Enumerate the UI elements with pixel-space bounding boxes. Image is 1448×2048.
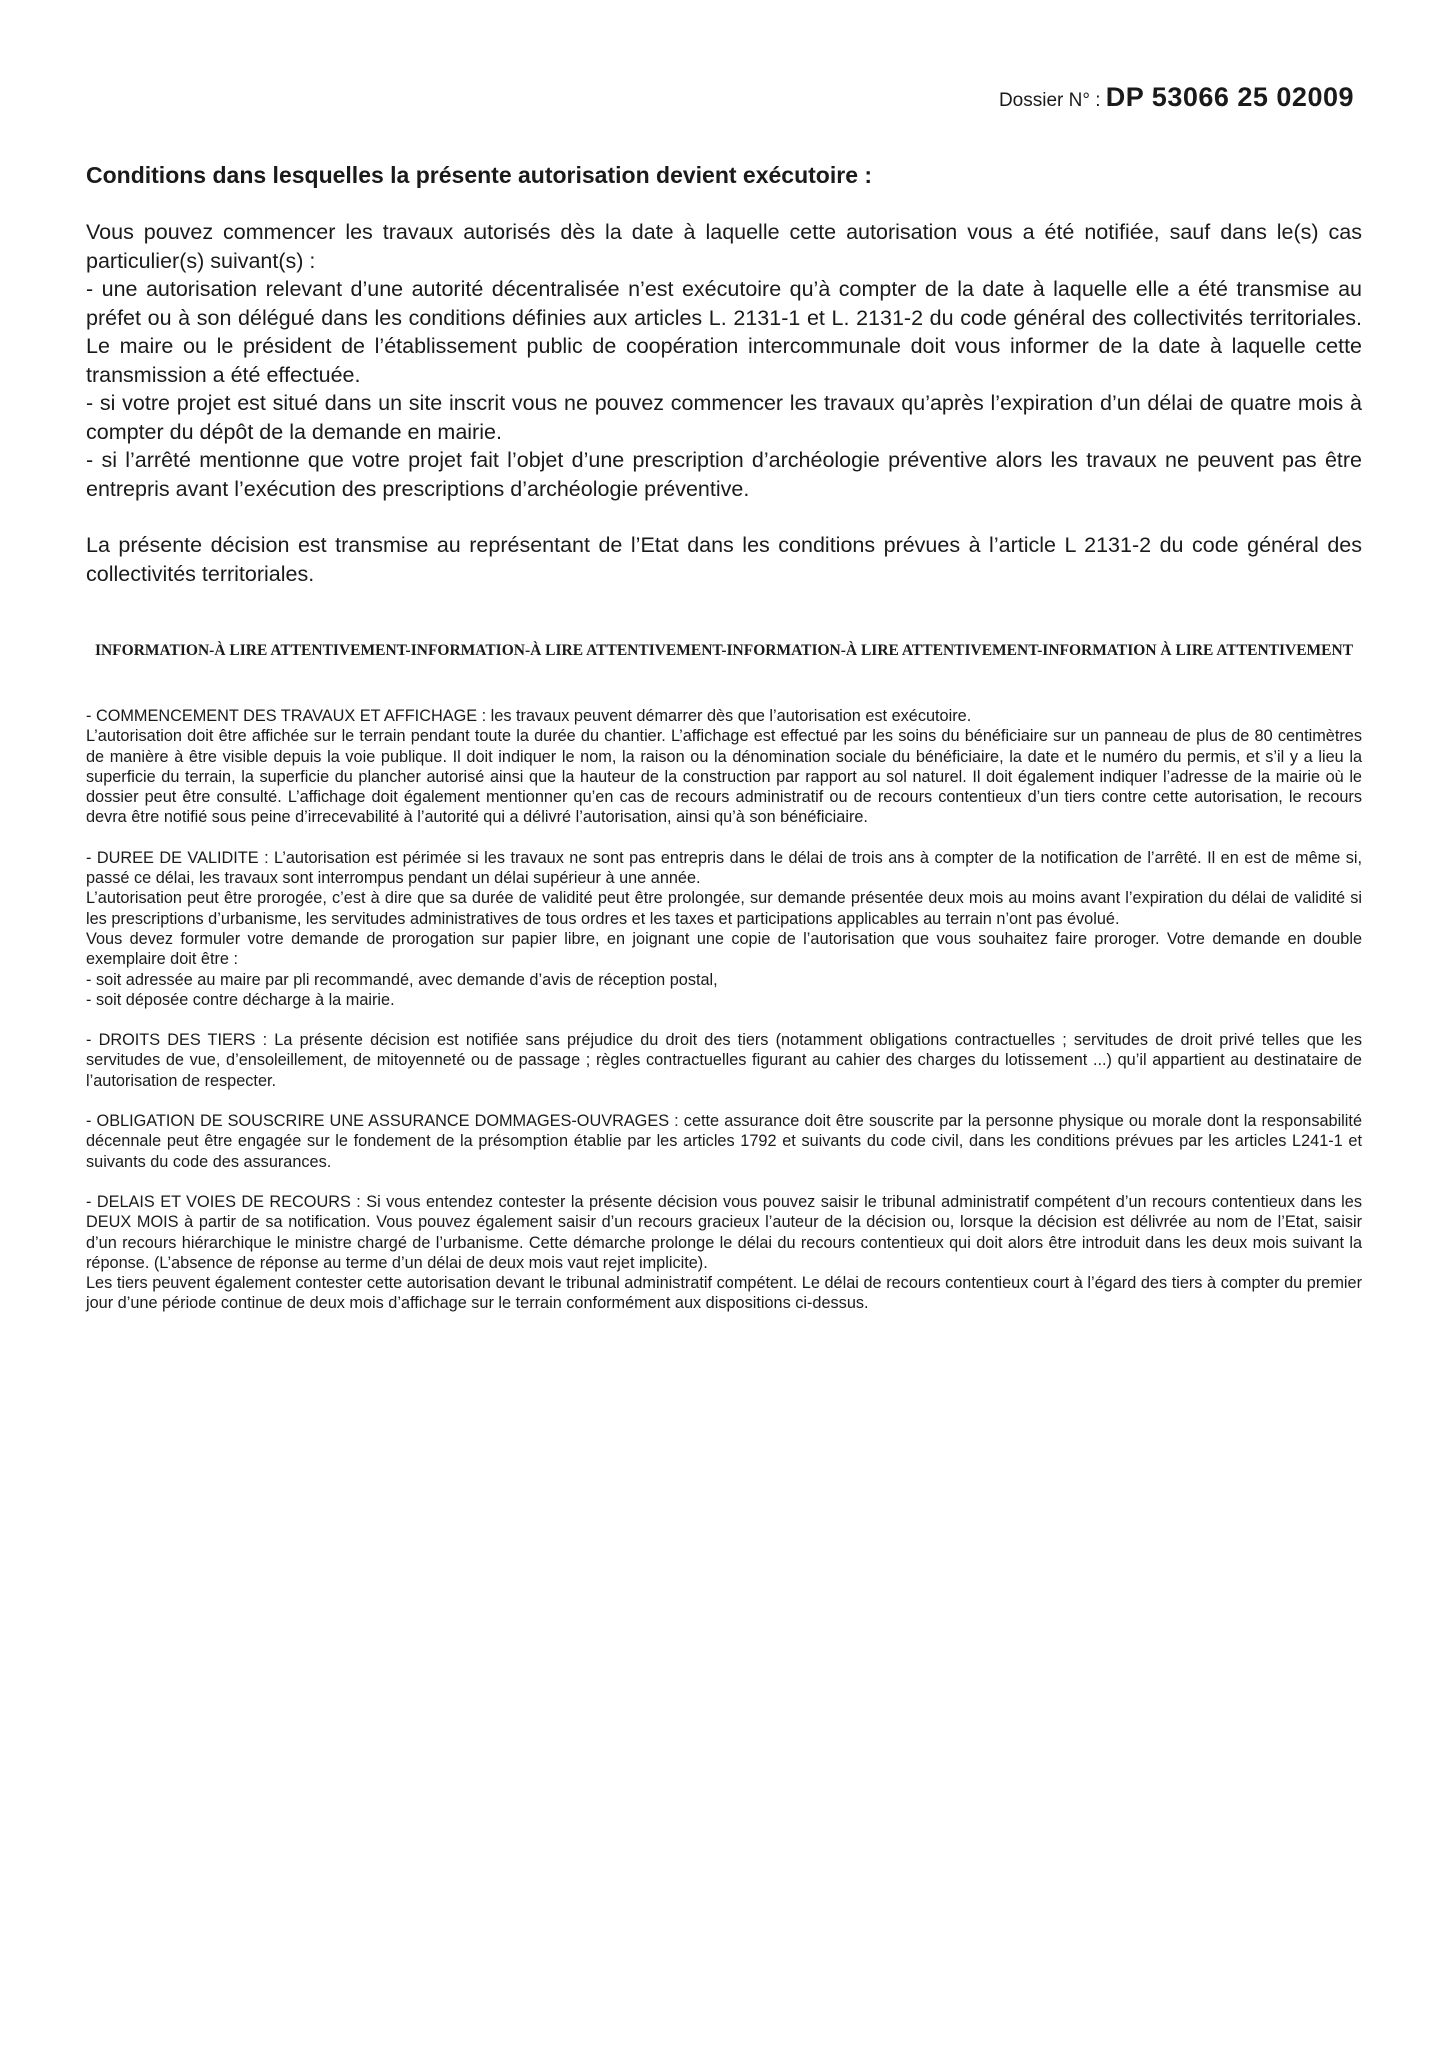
info-recours: - DELAIS ET VOIES DE RECOURS : Si vous entendez contester la présente décision vous pouvez saisir le tribunal administratif compétent d’un recours contentieux dans les DEUX MOIS à partir de sa notification. Vous pouvez également saisir d’un recours gracieux l’auteur de la décision ou, lorsque la décision est délivrée au nom de l’Etat, saisir d’un recours hiérarchique le ministre chargé de l’urbanisme. Cette démarche prolonge le délai du recours contentieux qui doit alors être introduit dans les deux mois suivant la réponse. (L’absence de réponse au terme d’un délai de deux mois vaut rejet implicite). <box>86 1192 1362 1272</box>
conditions-item-site-inscrit: - si votre projet est situé dans un site inscrit vous ne pouvez commencer les travaux qu’après l’expiration d’un délai de quatre mois à compter du dépôt de la demande en mairie. <box>86 391 1362 444</box>
info-droits-tiers: - DROITS DES TIERS : La présente décision est notifiée sans préjudice du droit des tiers (notamment obligations contractuelles ; servitudes de droit privé telles que les servitudes de vue, d’ensoleillement, de mitoyenneté ou de passage ; règles contractuelles figurant au cahier des charges du lotissement ...) qu’il appartient au destinataire de l’autorisation de respecter. <box>86 1031 1362 1090</box>
dossier-reference <box>999 82 1354 113</box>
info-demande-option-decharge: - soit déposée contre décharge à la mairie. <box>86 990 395 1009</box>
info-prorogation: L’autorisation peut être prorogée, c’est à dire que sa durée de validité peut être prolongée, sur demande présentée deux mois au moins avant l’expiration du délai de validité si les prescriptions d’urbanisme, les servitudes administratives de tous ordres et les taxes et participations applicables au terrain n’ont pas évolué. <box>86 889 1362 928</box>
conditions-transmission: La présente décision est transmise au représentant de l’Etat dans les conditions prévues à l’article L 2131-2 du code général des collectivités territoriales. <box>86 533 1362 586</box>
info-validite: - DUREE DE VALIDITE : L’autorisation est périmée si les travaux ne sont pas entrepris dans le délai de trois ans à compter de la notification de l’arrêté. Il en est de même si, passé ce délai, les travaux sont interrompus pendant un délai supérieur à une année. <box>86 848 1362 888</box>
conditions-item-decentralised: - une autorisation relevant d’une autorité décentralisée n’est exécutoire qu’à compter de la date à laquelle elle a été transmise au préfet ou à son délégué dans les conditions définies aux articles L. 2131-1 et L. 2131-2 du code général des collectivités territoriales. Le maire ou le président de l’établissement public de coopération intercommunale doit vous informer de la date à laquelle cette transmission a été effectuée. <box>86 277 1362 387</box>
conditions-item-archeologie: - si l’arrêté mentionne que votre projet fait l’objet d’une prescription d’archéologie préventive alors les travaux ne peuvent pas être entrepris avant l’exécution des prescriptions d’archéologie préventive. <box>86 448 1362 501</box>
information-heading: INFORMATION-À LIRE ATTENTIVEMENT-INFORMATION-À LIRE ATTENTIVEMENT-INFORMATION-À LIRE ATTENTIVEMENT-INFORMATION À LIRE ATTENTIVEMENT <box>94 642 1354 659</box>
conditions-intro: Vous pouvez commencer les travaux autorisés dès la date à laquelle cette autorisation vous a été notifiée, sauf dans le(s) cas particulier(s) suivant(s) : <box>86 220 1362 273</box>
info-assurance: - OBLIGATION DE SOUSCRIRE UNE ASSURANCE DOMMAGES-OUVRAGES : cette assurance doit être souscrite par la personne physique ou morale dont la responsabilité décennale peut être engagée sur le fondement de la présomption établie par les articles 1792 et suivants du code civil, dans les conditions prévues par les articles L241-1 et suivants du code des assurances. <box>86 1112 1362 1171</box>
dossier-label: Dossier N° : <box>998 90 1101 111</box>
information-body <box>86 706 1362 1314</box>
conditions-title: Conditions dans lesquelles la présente autorisation devient exécutoire : <box>86 162 873 188</box>
info-affichage: L’autorisation doit être affichée sur le terrain pendant toute la durée du chantier. L’affichage est effectué par les soins du bénéficiaire sur un panneau de plus de 80 centimètres de manière à être visible depuis la voie publique. Il doit indiquer le nom, la raison ou la dénomination sociale du bénéficiaire, la date et le numéro du permis, et s’il y a lieu la superficie du terrain, la superficie du plancher autorisé ainsi que la hauteur de la construction par rapport au sol naturel. Il doit également indiquer l’adresse de la mairie où le dossier peut être consulté. L’affichage doit également mentionner qu’en cas de recours administratif ou de recours contentieux d’un tiers contre cette autorisation, le recours devra être notifié sous peine d’irrecevabilité à l’autorité qui a délivré l’autorisation, ainsi qu’à son bénéficiaire. <box>86 727 1362 827</box>
dossier-number: DP 53066 25 02009 <box>1105 82 1354 112</box>
info-demande-option-recommande: - soit adressée au maire par pli recommandé, avec demande d’avis de réception postal, <box>86 970 718 989</box>
info-commencement: - COMMENCEMENT DES TRAVAUX ET AFFICHAGE : les travaux peuvent démarrer dès que l’autorisation est exécutoire. <box>86 707 972 725</box>
info-recours-tiers: Les tiers peuvent également contester cette autorisation devant le tribunal administratif compétent. Le délai de recours contentieux court à l’égard des tiers à compter du premier jour d’une période continue de deux mois d’affichage sur le terrain conformément aux dispositions ci-dessus. <box>86 1274 1362 1313</box>
conditions-body <box>86 218 1362 588</box>
info-demande: Vous devez formuler votre demande de prorogation sur papier libre, en joignant une copie de l’autorisation que vous souhaitez faire proroger. Votre demande en double exemplaire doit être : <box>86 929 1362 969</box>
